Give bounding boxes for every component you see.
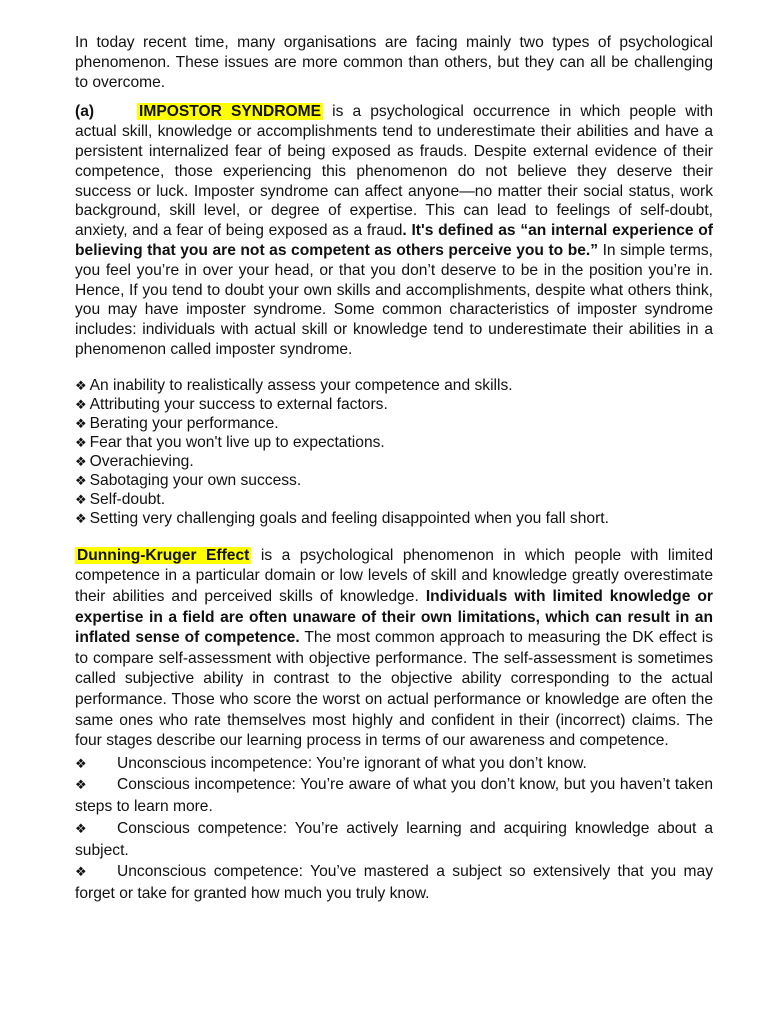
list-item: ❖ Unconscious competence: You’ve mastered a subject so extensively that you may forget or take for granted how much you truly know. (75, 863, 713, 902)
impostor-text-1: is a psychological occurrence in which people with actual skill, knowledge or accomplishments tend to underestimate their abilities and have a persistent internalized fear of being exposed as frauds. Despite external evidence of their competence, those experiencing this phenomenon do not believe they deserve their success or luck. Imposter syndrome can affect anyone—no matter their social status, work background, skill level, or degree of expertise. This can lead to feelings of self-doubt, anxiety, and a fear of being exposed as a fraud (75, 103, 713, 240)
diamond-bullet-icon: ❖ (75, 472, 87, 488)
dunning-kruger-paragraph (75, 546, 713, 752)
document-page (75, 33, 713, 905)
impostor-text-2: In simple terms, you feel you’re in over your head, or that you don’t deserve to be in the position you’re in. Hence, If you tend to doubt your own skills and accomplishments, despite what others think, you may have imposter syndrome. Some common characteristics of imposter syndrome includes: individuals with actual skill or knowledge tend to underestimate their abilities in a phenomenon called imposter syndrome. (75, 241, 713, 358)
diamond-bullet-icon: ❖ (75, 396, 87, 412)
intro-paragraph: In today recent time, many organisations are facing mainly two types of psychological phenomenon. These issues are more common than others, but they can all be challenging to overcome. (75, 34, 713, 91)
diamond-bullet-icon: ❖ (75, 453, 87, 469)
diamond-bullet-icon: ❖ (75, 820, 87, 836)
dunning-text-2: The most common approach to measuring the DK effect is to compare self-assessment with objective performance. The self-assessment is sometimes called subjective ability in contrast to the objective ability corresponding to the actual performance. Those who score the worst on actual performance or knowledge are often the same ones who rate themselves most highly and confident in their (incorrect) claims. The four stages describe our learning process in terms of our awareness and competence. (75, 629, 713, 750)
characteristics-list (75, 376, 713, 528)
section-label: (a) (75, 103, 95, 121)
impostor-definition-bold: . It's defined as “an internal experience of believing that you are not as competent as others perceive you to be.” (75, 222, 713, 259)
stages-list (75, 753, 713, 905)
list-item: ❖ Overachieving. (75, 452, 194, 470)
diamond-bullet-icon: ❖ (75, 434, 87, 450)
list-item: ❖ Unconscious incompetence: You’re ignorant of what you don’t know. (75, 753, 713, 775)
dunning-text-1: is a psychological phenomenon in which people with limited competence in a particular domain or low levels of skill and knowledge greatly overestimate their abilities and perceived skills of knowledge. (75, 546, 713, 605)
diamond-bullet-icon: ❖ (75, 777, 87, 793)
list-item: ❖ Attributing your success to external factors. (75, 395, 388, 413)
impostor-term-highlight: IMPOSTOR SYNDROME (139, 103, 322, 121)
diamond-bullet-icon: ❖ (75, 415, 87, 431)
list-item: ❖ Fear that you won't live up to expectations. (75, 433, 385, 451)
list-item: ❖ Conscious incompetence: You’re aware of what you don’t know, but you haven’t taken steps to learn more. (75, 776, 713, 816)
dunning-bold: Individuals with limited knowledge or expertise in a field are often unaware of their own limitations, which can result in an inflated sense of competence. (75, 587, 714, 647)
list-item: ❖ Setting very challenging goals and feeling disappointed when you fall short. (75, 509, 609, 527)
diamond-bullet-icon: ❖ (75, 755, 87, 771)
list-item: ❖ Self-doubt. (75, 490, 166, 508)
diamond-bullet-icon: ❖ (75, 510, 87, 526)
list-item: ❖ Conscious competence: You’re actively learning and acquiring knowledge about a subject. (75, 819, 713, 859)
dunning-kruger-term-highlight: Dunning-Kruger Effect (77, 546, 250, 564)
list-item: ❖ Berating your performance. (75, 414, 279, 432)
impostor-paragraph (75, 102, 713, 359)
diamond-bullet-icon: ❖ (75, 491, 87, 507)
diamond-bullet-icon: ❖ (75, 864, 87, 880)
list-item: ❖ Sabotaging your own success. (75, 471, 302, 489)
list-item: ❖ An inability to realistically assess your competence and skills. (75, 376, 513, 394)
diamond-bullet-icon: ❖ (75, 377, 87, 393)
